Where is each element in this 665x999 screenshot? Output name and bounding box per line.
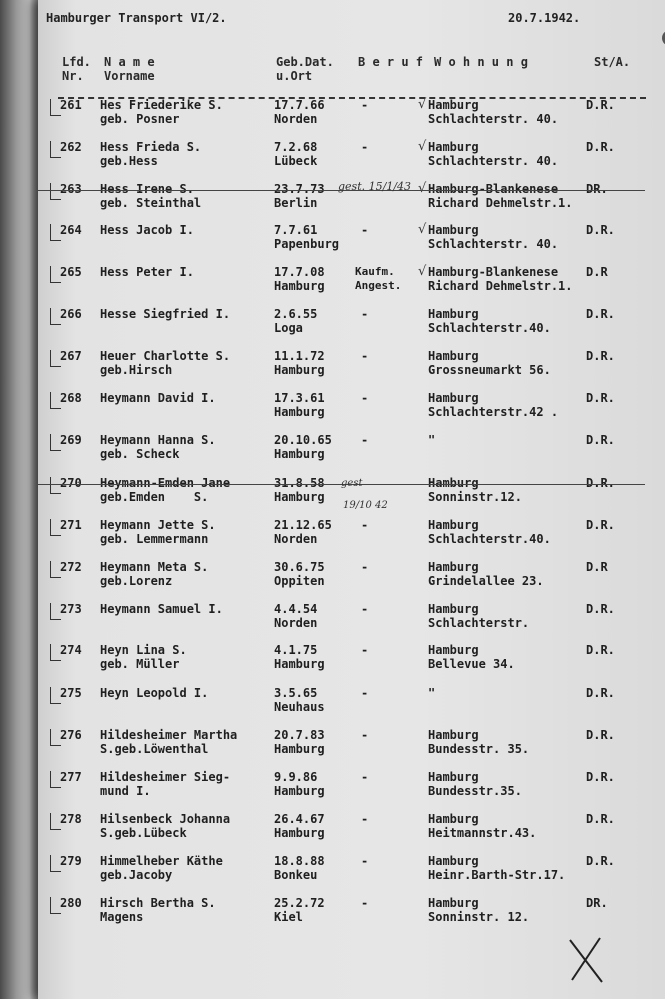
entry-number: 277 <box>60 770 82 784</box>
residence-city: " <box>428 433 436 447</box>
residence-city: Hamburg <box>428 854 479 868</box>
occupation: - <box>361 854 369 868</box>
birth-place: Bonkeu <box>274 868 318 882</box>
birth-place: Papenburg <box>274 237 340 251</box>
entry-number: 271 <box>60 518 82 532</box>
residence-city: Hamburg-Blankenese <box>428 182 559 196</box>
citizenship: D.R. <box>586 391 615 405</box>
birth-date: 20.7.83 <box>274 728 325 742</box>
occupation: - <box>361 686 369 700</box>
citizenship: D.R. <box>586 140 615 154</box>
col-lfd-nr: Lfd. Nr. <box>62 55 91 83</box>
residence-city: Hamburg <box>428 476 479 490</box>
residence-street: Schlachterstr. 40. <box>428 237 559 251</box>
occupation-line2: Angest. <box>355 279 402 292</box>
citizenship: D.R. <box>586 433 615 447</box>
person-name-line2: mund I. <box>100 784 151 798</box>
checkmark-icon: √ <box>418 139 427 154</box>
birth-date: 4.4.54 <box>274 602 318 616</box>
residence-street: Bundesstr. 35. <box>428 742 530 756</box>
person-name: Hildesheimer Sieg- <box>100 770 231 784</box>
occupation: - <box>361 98 369 112</box>
birth-date: 25.2.72 <box>274 896 325 910</box>
person-name: Hess Irene S. <box>100 182 194 196</box>
col-beruf: B e r u f <box>358 55 424 69</box>
residence-street: Richard Dehmelstr.1. <box>428 279 573 293</box>
occupation: - <box>361 560 369 574</box>
residence-street: Schlachterstr.42 . <box>428 405 559 419</box>
person-name: Himmelheber Käthe <box>100 854 223 868</box>
citizenship: D.R. <box>586 518 615 532</box>
col-wohnung: W o h n u n g <box>434 55 528 69</box>
entry-number: 268 <box>60 391 82 405</box>
table-row <box>38 223 665 265</box>
birth-place: Hamburg <box>274 657 325 671</box>
person-name: Heymann Samuel I. <box>100 602 223 616</box>
birth-place: Lübeck <box>274 154 318 168</box>
entry-number: 275 <box>60 686 82 700</box>
citizenship: D.R. <box>586 98 615 112</box>
residence-street: Heinr.Barth-Str.17. <box>428 868 566 882</box>
person-name-line2: geb.Hess <box>100 154 158 168</box>
entry-number: 263 <box>60 182 82 196</box>
occupation: - <box>361 391 369 405</box>
birth-place: Hamburg <box>274 826 325 840</box>
person-name: Hesse Siegfried I. <box>100 307 231 321</box>
residence-street: Richard Dehmelstr.1. <box>428 196 573 210</box>
birth-place: Neuhaus <box>274 700 325 714</box>
table-row <box>38 812 665 854</box>
entry-number: 272 <box>60 560 82 574</box>
residence-street: Sonninstr. 12. <box>428 910 530 924</box>
person-name-line2: geb.Jacoby <box>100 868 173 882</box>
birth-place: Hamburg <box>274 279 325 293</box>
person-name: Heymann David I. <box>100 391 216 405</box>
entry-number: 266 <box>60 307 82 321</box>
birth-place: Hamburg <box>274 784 325 798</box>
citizenship: DR. <box>586 182 608 196</box>
birth-place: Hamburg <box>274 447 325 461</box>
occupation: - <box>361 728 369 742</box>
person-name-line2: geb.Hirsch <box>100 363 173 377</box>
table-row <box>38 433 665 475</box>
birth-date: 17.3.61 <box>274 391 325 405</box>
table-row <box>38 560 665 602</box>
birth-place: Kiel <box>274 910 303 924</box>
residence-city: Hamburg <box>428 560 479 574</box>
checkmark-icon: √ <box>418 97 427 112</box>
occupation: Kaufm. <box>355 265 395 278</box>
checkmark-icon: √ <box>418 181 427 196</box>
entry-number: 270 <box>60 476 82 490</box>
residence-street: Schlachterstr. 40. <box>428 154 559 168</box>
residence-street: Heitmannstr.43. <box>428 826 537 840</box>
document-page <box>38 0 665 999</box>
residence-city: Hamburg <box>428 518 479 532</box>
handwritten-note: gest. 15/1/43 <box>338 180 412 193</box>
col-name: N a m e Vorname <box>104 55 155 83</box>
birth-date: 20.10.65 <box>274 433 332 447</box>
citizenship: DR. <box>586 896 608 910</box>
citizenship: D.R <box>586 560 608 574</box>
birth-date: 30.6.75 <box>274 560 325 574</box>
residence-city: " <box>428 686 436 700</box>
citizenship: D.R <box>586 265 608 279</box>
occupation: - <box>361 223 369 237</box>
residence-street: Schlachterstr.40. <box>428 321 551 335</box>
residence-city: Hamburg <box>428 307 479 321</box>
entry-number: 279 <box>60 854 82 868</box>
residence-city: Hamburg <box>428 602 479 616</box>
person-name: Heymann-Emden Jane <box>100 476 231 490</box>
residence-street: Schlachterstr.40. <box>428 532 551 546</box>
entry-number: 264 <box>60 223 82 237</box>
residence-street: Grossneumarkt 56. <box>428 363 551 377</box>
citizenship: D.R. <box>586 686 615 700</box>
table-row <box>38 265 665 307</box>
birth-date: 7.7.61 <box>274 223 318 237</box>
birth-date: 9.9.86 <box>274 770 318 784</box>
residence-street: Bundesstr.35. <box>428 784 522 798</box>
table-row <box>38 728 665 770</box>
citizenship: D.R. <box>586 307 615 321</box>
occupation: - <box>361 349 369 363</box>
table-row <box>38 307 665 349</box>
entry-number: 267 <box>60 349 82 363</box>
person-name-line2: geb. Steinthal <box>100 196 202 210</box>
birth-place: Norden <box>274 616 318 630</box>
citizenship: D.R. <box>586 728 615 742</box>
birth-place: Berlin <box>274 196 318 210</box>
transport-title: Hamburger Transport VI/2. <box>46 11 227 25</box>
birth-date: 4.1.75 <box>274 643 318 657</box>
occupation: - <box>361 812 369 826</box>
person-name-line2: S.geb.Löwenthal <box>100 742 209 756</box>
person-name: Heymann Meta S. <box>100 560 209 574</box>
birth-date: 26.4.67 <box>274 812 325 826</box>
handwritten-note: gest <box>341 478 363 489</box>
table-row <box>38 349 665 391</box>
person-name-line2: geb. Müller <box>100 657 180 671</box>
residence-city: Hamburg <box>428 643 479 657</box>
residence-city: Hamburg <box>428 728 479 742</box>
birth-date: 18.8.88 <box>274 854 325 868</box>
citizenship: D.R. <box>586 812 615 826</box>
birth-date: 3.5.65 <box>274 686 318 700</box>
person-name-line2: geb. Lemmermann <box>100 532 209 546</box>
residence-city: Hamburg <box>428 391 479 405</box>
entry-number: 262 <box>60 140 82 154</box>
citizenship: D.R. <box>586 643 615 657</box>
entry-number: 274 <box>60 643 82 657</box>
residence-street: Bellevue 34. <box>428 657 515 671</box>
occupation: - <box>361 602 369 616</box>
residence-city: Hamburg <box>428 896 479 910</box>
entry-number: 273 <box>60 602 82 616</box>
table-row <box>38 896 665 938</box>
table-row <box>38 98 665 140</box>
entry-number: 269 <box>60 433 82 447</box>
person-name: Heymann Jette S. <box>100 518 216 532</box>
person-name-line2: geb. Posner <box>100 112 180 126</box>
person-name: Hirsch Bertha S. <box>100 896 216 910</box>
table-row <box>38 391 665 433</box>
book-binding-edge <box>0 0 42 999</box>
document-header <box>38 8 665 30</box>
person-name: Heymann Hanna S. <box>100 433 216 447</box>
checkmark-icon: √ <box>418 264 427 279</box>
entry-number: 265 <box>60 265 82 279</box>
person-name-line2: Magens <box>100 910 144 924</box>
person-name: Heyn Lina S. <box>100 643 187 657</box>
birth-place: Loga <box>274 321 303 335</box>
citizenship: D.R. <box>586 476 615 490</box>
citizenship: D.R. <box>586 854 615 868</box>
birth-place: Hamburg <box>274 742 325 756</box>
col-st-a: St/A. <box>594 55 631 69</box>
occupation: - <box>361 896 369 910</box>
citizenship: D.R. <box>586 602 615 616</box>
entry-number: 261 <box>60 98 82 112</box>
residence-city: Hamburg <box>428 812 479 826</box>
birth-place: Hamburg <box>274 363 325 377</box>
handwritten-note: 19/10 42 <box>343 500 388 511</box>
person-name-line2: S.geb.Lübeck <box>100 826 187 840</box>
occupation: - <box>361 518 369 532</box>
table-row <box>38 854 665 896</box>
birth-date: 23.7.73 <box>274 182 325 196</box>
residence-street: Schlachterstr. <box>428 616 530 630</box>
occupation: - <box>361 643 369 657</box>
person-name: Hess Frieda S. <box>100 140 202 154</box>
occupation: - <box>361 307 369 321</box>
residence-city: Hamburg <box>428 349 479 363</box>
residence-city: Hamburg <box>428 98 479 112</box>
residence-city: Hamburg <box>428 140 479 154</box>
table-row <box>38 518 665 560</box>
person-name: Hess Peter I. <box>100 265 194 279</box>
birth-place: Hamburg <box>274 405 325 419</box>
entry-number: 280 <box>60 896 82 910</box>
person-name-line2: geb.Lorenz <box>100 574 173 588</box>
citizenship: D.R. <box>586 770 615 784</box>
table-row <box>38 602 665 644</box>
birth-place: Oppiten <box>274 574 325 588</box>
residence-city: Hamburg <box>428 770 479 784</box>
person-name: Hilsenbeck Johanna <box>100 812 231 826</box>
person-name: Heyn Leopold I. <box>100 686 209 700</box>
occupation: - <box>361 770 369 784</box>
person-name: Hes Friederike S. <box>100 98 223 112</box>
residence-city: Hamburg-Blankenese <box>428 265 559 279</box>
birth-place: Hamburg <box>274 490 325 504</box>
citizenship: D.R. <box>586 349 615 363</box>
occupation: - <box>361 140 369 154</box>
birth-date: 17.7.66 <box>274 98 325 112</box>
citizenship: D.R. <box>586 223 615 237</box>
col-geb-dat: Geb.Dat. u.Ort <box>276 55 334 83</box>
birth-date: 31.8.58 <box>274 476 325 490</box>
occupation: - <box>361 433 369 447</box>
birth-date: 21.12.65 <box>274 518 332 532</box>
entry-number: 276 <box>60 728 82 742</box>
person-name: Hildesheimer Martha <box>100 728 238 742</box>
entry-number: 278 <box>60 812 82 826</box>
person-name-line2: geb. Scheck <box>100 447 180 461</box>
person-name: Hess Jacob I. <box>100 223 194 237</box>
table-row <box>38 140 665 182</box>
person-name-line2: geb.Emden S. <box>100 490 209 504</box>
birth-date: 17.7.08 <box>274 265 325 279</box>
residence-street: Grindelallee 23. <box>428 574 544 588</box>
cross-mark-icon <box>566 934 606 986</box>
residence-street: Sonninstr.12. <box>428 490 522 504</box>
birth-date: 7.2.68 <box>274 140 318 154</box>
residence-street: Schlachterstr. 40. <box>428 112 559 126</box>
person-name: Heuer Charlotte S. <box>100 349 231 363</box>
table-row <box>38 686 665 728</box>
table-row <box>38 643 665 685</box>
birth-place: Norden <box>274 112 318 126</box>
transport-date: 20.7.1942. <box>508 11 581 25</box>
table-row <box>38 770 665 812</box>
birth-place: Norden <box>274 532 318 546</box>
checkmark-icon: √ <box>418 222 427 237</box>
birth-date: 2.6.55 <box>274 307 318 321</box>
residence-city: Hamburg <box>428 223 479 237</box>
birth-date: 11.1.72 <box>274 349 325 363</box>
column-headers <box>38 55 665 95</box>
